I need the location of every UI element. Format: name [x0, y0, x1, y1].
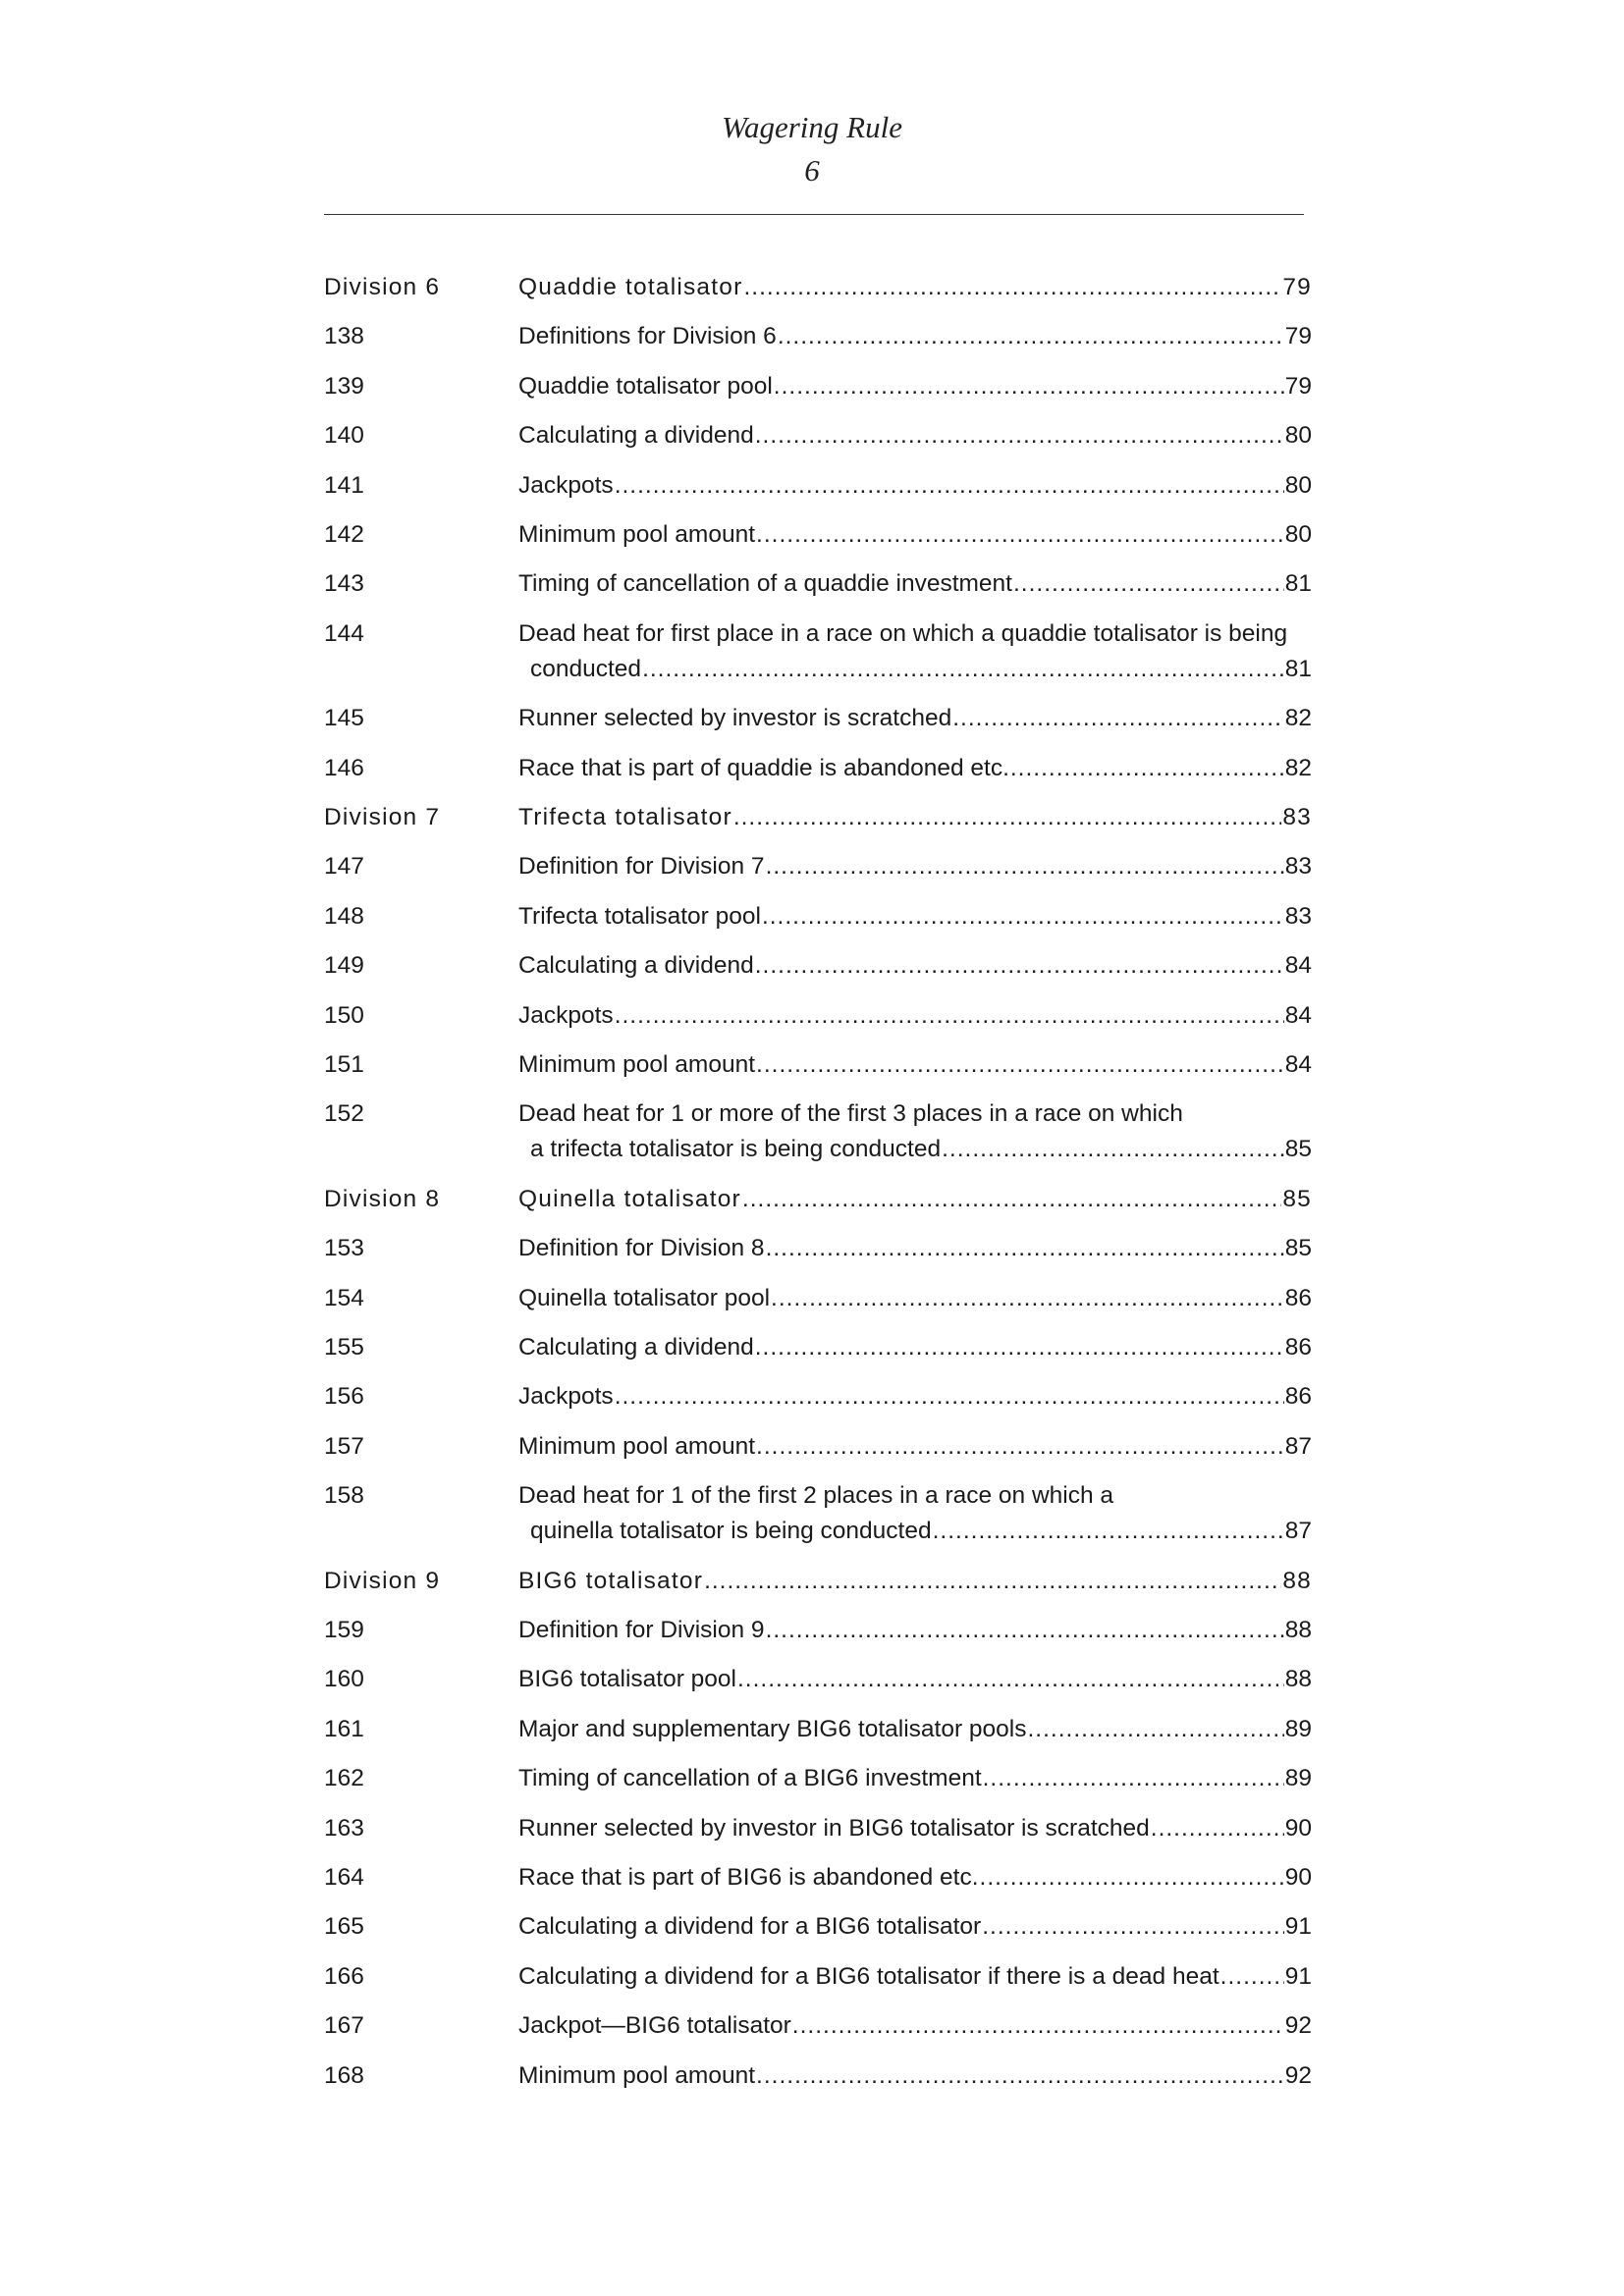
- section-number: 159: [324, 1617, 364, 1643]
- entry-title: Jackpots: [518, 1002, 614, 1029]
- dot-leader: [762, 899, 1284, 934]
- page-number: 86: [1284, 1383, 1312, 1410]
- division-label: Division 8: [324, 1186, 441, 1212]
- dot-leader: [743, 270, 1281, 305]
- entry-heading: [518, 566, 1312, 602]
- dot-leader: [774, 369, 1284, 404]
- entry-line: [518, 1478, 1312, 1514]
- entry-title: Jackpots: [518, 1383, 614, 1410]
- entry-title: Definition for Division 7: [518, 853, 765, 880]
- entry-line: [518, 948, 1312, 984]
- page-number: 92: [1284, 2062, 1312, 2089]
- section-number: 154: [324, 1285, 364, 1311]
- section-number: 165: [324, 1913, 364, 1940]
- page-header: [0, 106, 1624, 192]
- entry-heading: [518, 1231, 1312, 1266]
- entry-heading: [518, 468, 1312, 504]
- entry-heading: [518, 1761, 1312, 1796]
- entry-line: [518, 1613, 1312, 1648]
- entry-line: [518, 1860, 1312, 1896]
- dot-leader: [1151, 1811, 1284, 1846]
- dot-leader: [982, 1909, 1284, 1945]
- entry-heading: [518, 2058, 1312, 2094]
- dot-leader: [755, 418, 1284, 454]
- section-number: 163: [324, 1815, 364, 1842]
- entry-heading: [518, 849, 1312, 884]
- section-number: 156: [324, 1383, 364, 1410]
- entry-heading: [518, 1330, 1312, 1365]
- dot-leader: [615, 998, 1284, 1034]
- dot-leader: [1028, 1712, 1284, 1747]
- dot-leader: [952, 701, 1284, 736]
- entry-line: [518, 1379, 1312, 1415]
- entry-title: Minimum pool amount: [518, 1051, 756, 1078]
- entry-title: Dead heat for first place in a race on which a quaddie totalisator is being: [518, 620, 1288, 647]
- page-number: 89: [1284, 1765, 1312, 1791]
- entry-heading: [518, 1662, 1312, 1697]
- entry-line: [518, 1330, 1312, 1365]
- section-number: 166: [324, 1963, 364, 1990]
- entry-title: Calculating a dividend: [518, 952, 754, 979]
- entry-title: Definition for Division 8: [518, 1235, 765, 1261]
- entry-title: Minimum pool amount: [518, 1433, 756, 1460]
- page-number: 81: [1284, 570, 1312, 597]
- entry-line: [518, 1514, 1312, 1549]
- section-number: 139: [324, 373, 364, 400]
- entry-line: [518, 1047, 1312, 1083]
- section-number: 157: [324, 1433, 364, 1460]
- section-number: 6: [804, 153, 820, 187]
- entry-heading: [518, 1429, 1312, 1465]
- division-label: Division 7: [324, 804, 441, 830]
- section-number: 150: [324, 1002, 364, 1029]
- entry-title: Minimum pool amount: [518, 2062, 756, 2089]
- entry-title: Timing of cancellation of a BIG6 investment: [518, 1765, 982, 1791]
- division-label: Division 9: [324, 1568, 441, 1594]
- entry-heading: [518, 1096, 1312, 1167]
- section-number: 161: [324, 1716, 364, 1742]
- entry-heading: [518, 1860, 1312, 1896]
- dot-leader: [756, 2058, 1284, 2094]
- page-number: 90: [1284, 1815, 1312, 1842]
- page-number: 88: [1284, 1666, 1312, 1692]
- entry-line: [518, 2008, 1312, 2044]
- page-number: 84: [1284, 1051, 1312, 1078]
- entry-line: [518, 270, 1312, 305]
- dot-leader: [704, 1564, 1281, 1599]
- entry-heading: [518, 1379, 1312, 1415]
- dot-leader: [755, 948, 1284, 984]
- entry-line: [518, 616, 1312, 652]
- section-number: 168: [324, 2062, 364, 2089]
- entry-line: [518, 800, 1312, 835]
- page-number: 83: [1282, 804, 1312, 830]
- dot-leader: [755, 1330, 1284, 1365]
- entry-heading: [518, 319, 1312, 354]
- section-number: 151: [324, 1051, 364, 1078]
- entry-heading: [518, 800, 1312, 835]
- entry-line: [518, 751, 1312, 786]
- entry-heading: [518, 270, 1312, 305]
- dot-leader: [778, 319, 1284, 354]
- page-number: 80: [1284, 521, 1312, 548]
- page-number: 82: [1284, 705, 1312, 731]
- page-number: 85: [1282, 1186, 1312, 1212]
- page-number: 84: [1284, 952, 1312, 979]
- entry-line: [518, 1564, 1312, 1599]
- entry-line: [518, 1761, 1312, 1796]
- entry-heading: [518, 899, 1312, 934]
- entry-line: [518, 1662, 1312, 1697]
- section-number: 164: [324, 1864, 364, 1891]
- entry-title: quinella totalisator is being conducted: [530, 1518, 932, 1544]
- section-number: 153: [324, 1235, 364, 1261]
- dot-leader: [733, 800, 1282, 835]
- entry-line: [518, 1811, 1312, 1846]
- dot-leader: [766, 1231, 1284, 1266]
- entry-title: Runner selected by investor in BIG6 totalisator is scratched: [518, 1815, 1150, 1842]
- entry-title: Jackpot—BIG6 totalisator: [518, 2012, 791, 2039]
- dot-leader: [615, 1379, 1284, 1415]
- entry-line: [518, 1096, 1312, 1132]
- section-number: 152: [324, 1100, 364, 1127]
- entry-heading: [518, 1959, 1312, 1995]
- section-number: 144: [324, 620, 364, 647]
- entry-title: Timing of cancellation of a quaddie investment: [518, 570, 1012, 597]
- page-number: 86: [1284, 1334, 1312, 1361]
- entry-title: Dead heat for 1 or more of the first 3 places in a race on which: [518, 1100, 1183, 1127]
- entry-heading: [518, 948, 1312, 984]
- entry-line: [518, 1959, 1312, 1995]
- entry-line: [518, 517, 1312, 553]
- entry-title: Trifecta totalisator pool: [518, 903, 761, 930]
- entry-heading: [518, 701, 1312, 736]
- entry-heading: [518, 1613, 1312, 1648]
- entry-title: Calculating a dividend for a BIG6 totalisator: [518, 1913, 982, 1940]
- entry-line: [518, 1182, 1312, 1217]
- page-number: 88: [1282, 1568, 1312, 1594]
- dot-leader: [766, 1613, 1284, 1648]
- entry-heading: [518, 1478, 1312, 1549]
- entry-line: [518, 2058, 1312, 2094]
- dot-leader: [980, 1860, 1284, 1896]
- section-number: 162: [324, 1765, 364, 1791]
- section-number: 143: [324, 570, 364, 597]
- dot-leader: [983, 1761, 1284, 1796]
- page-number: 91: [1284, 1913, 1312, 1940]
- entry-title: a trifecta totalisator is being conducted: [530, 1136, 942, 1162]
- section-number: 141: [324, 472, 364, 499]
- page-number: 80: [1284, 422, 1312, 449]
- page-number: 88: [1284, 1617, 1312, 1643]
- page-number: 90: [1284, 1864, 1312, 1891]
- entry-line: [518, 418, 1312, 454]
- entry-heading: [518, 1047, 1312, 1083]
- entry-title: Quaddie totalisator pool: [518, 373, 773, 400]
- dot-leader: [1220, 1959, 1284, 1995]
- entry-line: [518, 899, 1312, 934]
- section-number: 146: [324, 755, 364, 781]
- dot-leader: [756, 1429, 1284, 1465]
- entry-heading: [518, 2008, 1312, 2044]
- page-number: 83: [1284, 853, 1312, 880]
- entry-heading: [518, 517, 1312, 553]
- dot-leader: [756, 1047, 1284, 1083]
- section-number: 148: [324, 903, 364, 930]
- section-number: 167: [324, 2012, 364, 2039]
- entry-title: Calculating a dividend: [518, 422, 754, 449]
- entry-line: [518, 319, 1312, 354]
- entry-line: [518, 468, 1312, 504]
- section-number: 158: [324, 1482, 364, 1509]
- page-number: 87: [1284, 1433, 1312, 1460]
- entry-title: Runner selected by investor is scratched: [518, 705, 952, 731]
- entry-heading: [518, 369, 1312, 404]
- page-number: 79: [1284, 323, 1312, 349]
- entry-heading: [518, 1182, 1312, 1217]
- entry-line: [518, 1909, 1312, 1945]
- entry-line: [518, 1281, 1312, 1316]
- entry-title: Calculating a dividend: [518, 1334, 754, 1361]
- header-rule: [324, 214, 1304, 215]
- entry-line: [518, 652, 1312, 687]
- entry-line: [518, 1712, 1312, 1747]
- entry-title: Calculating a dividend for a BIG6 totalisator if there is a dead heat: [518, 1963, 1219, 1990]
- section-number: 147: [324, 853, 364, 880]
- dot-leader: [771, 1281, 1284, 1316]
- dot-leader: [766, 849, 1284, 884]
- entry-title: Minimum pool amount: [518, 521, 756, 548]
- entry-heading: [518, 418, 1312, 454]
- entry-title: Definitions for Division 6: [518, 323, 777, 349]
- dot-leader: [615, 468, 1284, 504]
- section-number: 149: [324, 952, 364, 979]
- page-number: 79: [1282, 274, 1312, 300]
- page-number: 81: [1284, 656, 1312, 682]
- page-number: 89: [1284, 1716, 1312, 1742]
- entry-line: [518, 1231, 1312, 1266]
- page-number: 84: [1284, 1002, 1312, 1029]
- page-number: 92: [1284, 2012, 1312, 2039]
- entry-title: Major and supplementary BIG6 totalisator pools: [518, 1716, 1027, 1742]
- entry-title: Jackpots: [518, 472, 614, 499]
- page-number: 86: [1284, 1285, 1312, 1311]
- entry-line: [518, 701, 1312, 736]
- entry-line: [518, 1429, 1312, 1465]
- page-number: 85: [1284, 1136, 1312, 1162]
- entry-line: [518, 369, 1312, 404]
- section-number: 160: [324, 1666, 364, 1692]
- entry-title: conducted: [530, 656, 642, 682]
- page-number: 91: [1284, 1963, 1312, 1990]
- entry-heading: [518, 616, 1312, 687]
- entry-heading: [518, 1281, 1312, 1316]
- entry-title: BIG6 totalisator: [518, 1568, 704, 1594]
- section-number: 155: [324, 1334, 364, 1361]
- entry-heading: [518, 751, 1312, 786]
- section-number: 138: [324, 323, 364, 349]
- entry-title: BIG6 totalisator pool: [518, 1666, 736, 1692]
- section-number: 140: [324, 422, 364, 449]
- page-number: 79: [1284, 373, 1312, 400]
- entry-title: Quinella totalisator: [518, 1186, 741, 1212]
- page-number: 82: [1284, 755, 1312, 781]
- dot-leader: [792, 2008, 1284, 2044]
- entry-line: [518, 1132, 1312, 1167]
- entry-heading: [518, 1909, 1312, 1945]
- entry-heading: [518, 1712, 1312, 1747]
- dot-leader: [642, 652, 1284, 687]
- dot-leader: [1013, 566, 1284, 602]
- dot-leader: [737, 1662, 1284, 1697]
- document-title: Wagering Rule: [722, 110, 902, 144]
- page-number: 87: [1284, 1518, 1312, 1544]
- entry-title: Quaddie totalisator: [518, 274, 743, 300]
- entry-heading: [518, 1811, 1312, 1846]
- dot-leader: [933, 1514, 1284, 1549]
- section-number: 142: [324, 521, 364, 548]
- entry-title: Dead heat for 1 of the first 2 places in a race on which a: [518, 1482, 1114, 1509]
- page-number: 85: [1284, 1235, 1312, 1261]
- dot-leader: [756, 517, 1284, 553]
- entry-title: Race that is part of quaddie is abandoned etc.: [518, 755, 1009, 781]
- entry-title: Race that is part of BIG6 is abandoned etc.: [518, 1864, 979, 1891]
- division-label: Division 6: [324, 274, 441, 300]
- entry-title: Quinella totalisator pool: [518, 1285, 771, 1311]
- page-number: 80: [1284, 472, 1312, 499]
- dot-leader: [742, 1182, 1281, 1217]
- entry-heading: [518, 1564, 1312, 1599]
- entry-line: [518, 998, 1312, 1034]
- dot-leader: [942, 1132, 1284, 1167]
- entry-line: [518, 566, 1312, 602]
- entry-title: Trifecta totalisator: [518, 804, 732, 830]
- dot-leader: [1010, 751, 1284, 786]
- entry-line: [518, 849, 1312, 884]
- page-number: 83: [1284, 903, 1312, 930]
- entry-heading: [518, 998, 1312, 1034]
- entry-title: Definition for Division 9: [518, 1617, 765, 1643]
- section-number: 145: [324, 705, 364, 731]
